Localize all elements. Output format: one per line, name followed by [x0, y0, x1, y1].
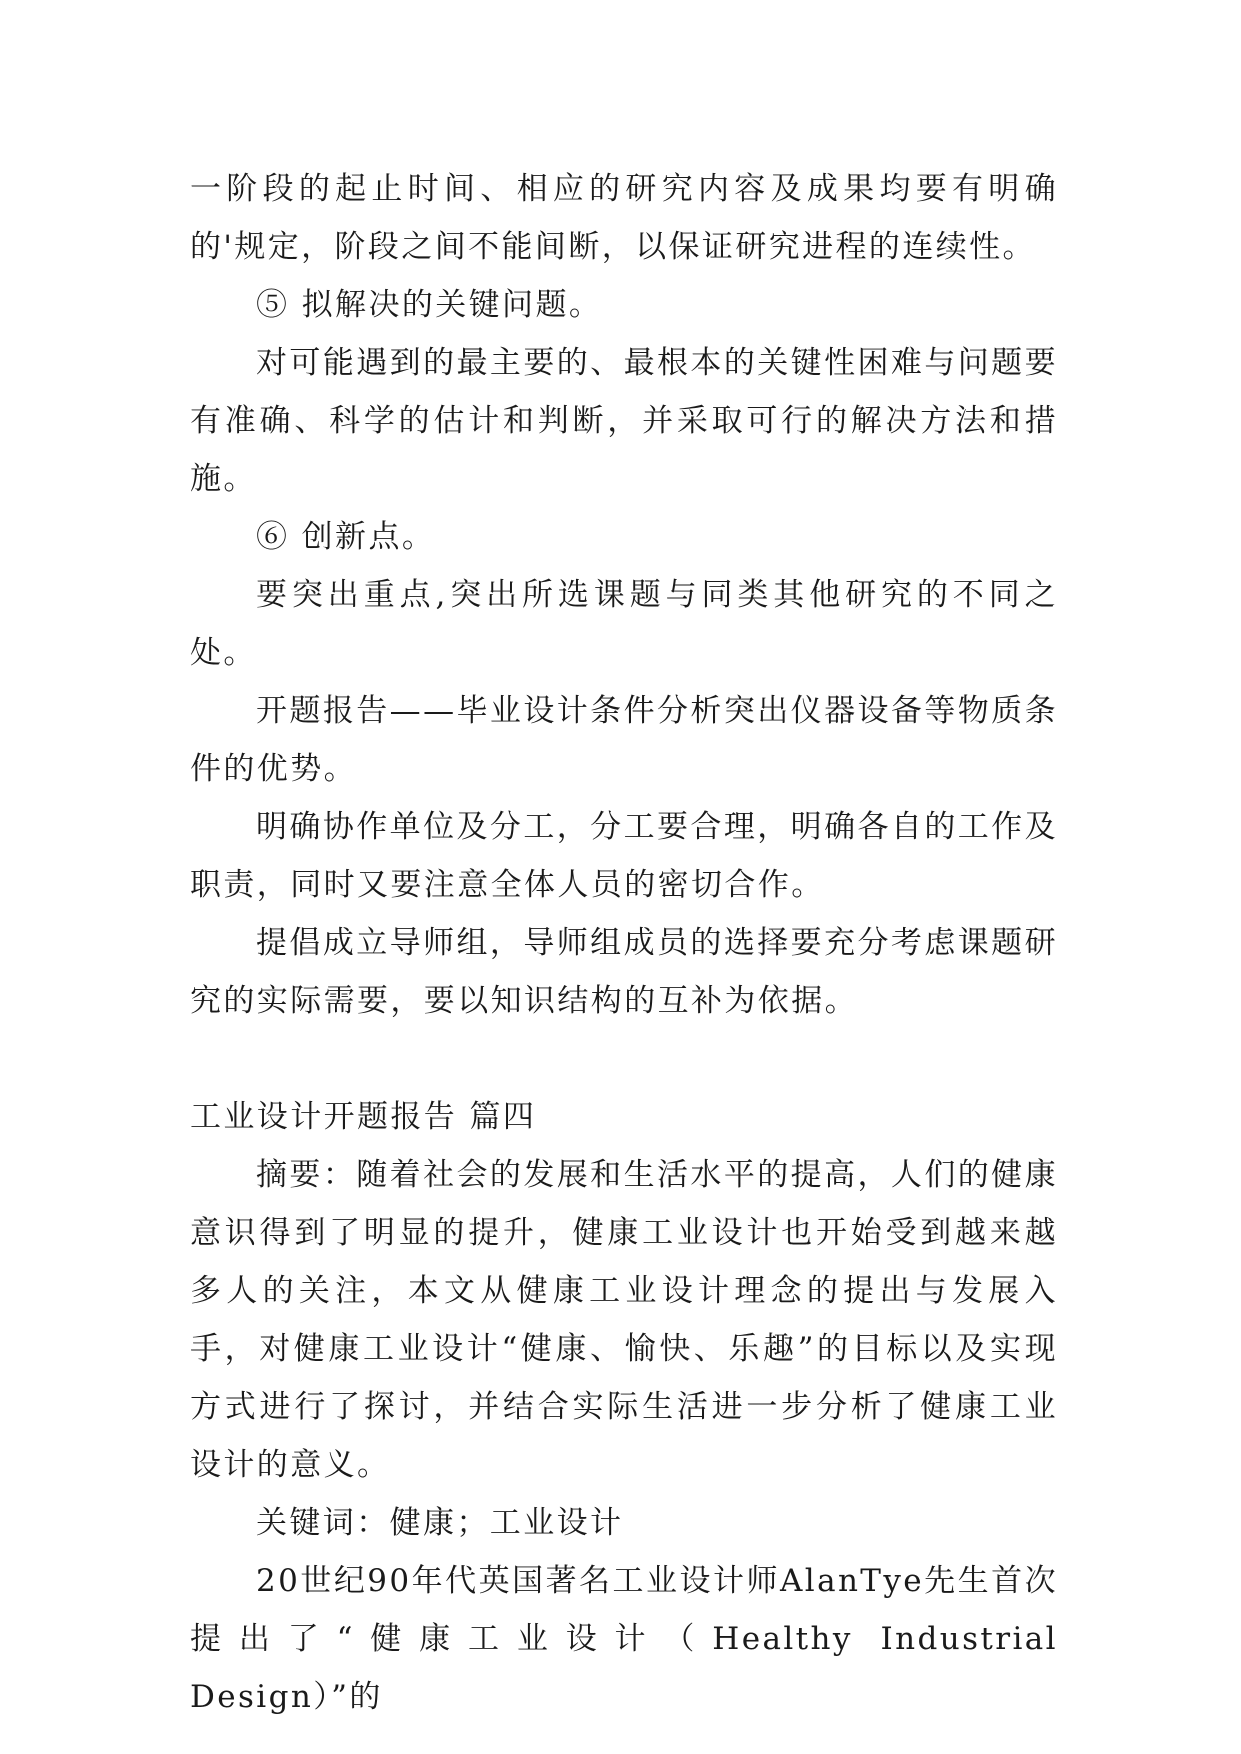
paragraph-key-problems: 对可能遇到的最主要的、最根本的关键性困难与问题要有准确、科学的估计和判断，并采取可行的解决方法和措施。	[190, 345, 1058, 497]
paragraph-conditions: 开题报告——毕业设计条件分析突出仪器设备等物质条件的优势。	[190, 693, 1058, 787]
paragraph-research-stages: 一阶段的起止时间、相应的研究内容及成果均要有明确的'规定，阶段之间不能间断，以保证研究进程的连续性。	[190, 171, 1058, 265]
paragraph-history: 20世纪90年代英国著名工业设计师AlanTye先生首次提出了“健康工业设计（Healthy Industrial Design）”的	[190, 1563, 1058, 1715]
paragraph-keywords: 关键词：健康；工业设计	[256, 1505, 624, 1541]
section-heading: 工业设计开题报告 篇四	[190, 1099, 537, 1135]
paragraph-innovation-heading: ⑥ 创新点。	[256, 519, 436, 555]
section-spacer	[190, 1030, 1058, 1088]
paragraph-key-problems-heading: ⑤ 拟解决的关键问题。	[256, 287, 603, 323]
paragraph-innovation: 要突出重点,突出所选课题与同类其他研究的不同之处。	[190, 577, 1058, 671]
paragraph-collaboration: 明确协作单位及分工，分工要合理，明确各自的工作及职责，同时又要注意全体人员的密切合作。	[190, 809, 1058, 903]
document-body	[190, 160, 1058, 1726]
paragraph-abstract: 摘要：随着社会的发展和生活水平的提高，人们的健康意识得到了明显的提升，健康工业设计也开始受到越来越多人的关注，本文从健康工业设计理念的提出与发展入手，对健康工业设计“健康、愉快、乐趣”的目标以及实现方式进行了探讨，并结合实际生活进一步分析了健康工业设计的意义。	[190, 1157, 1058, 1483]
paragraph-advisor-group: 提倡成立导师组，导师组成员的选择要充分考虑课题研究的实际需要，要以知识结构的互补为依据。	[190, 925, 1058, 1019]
